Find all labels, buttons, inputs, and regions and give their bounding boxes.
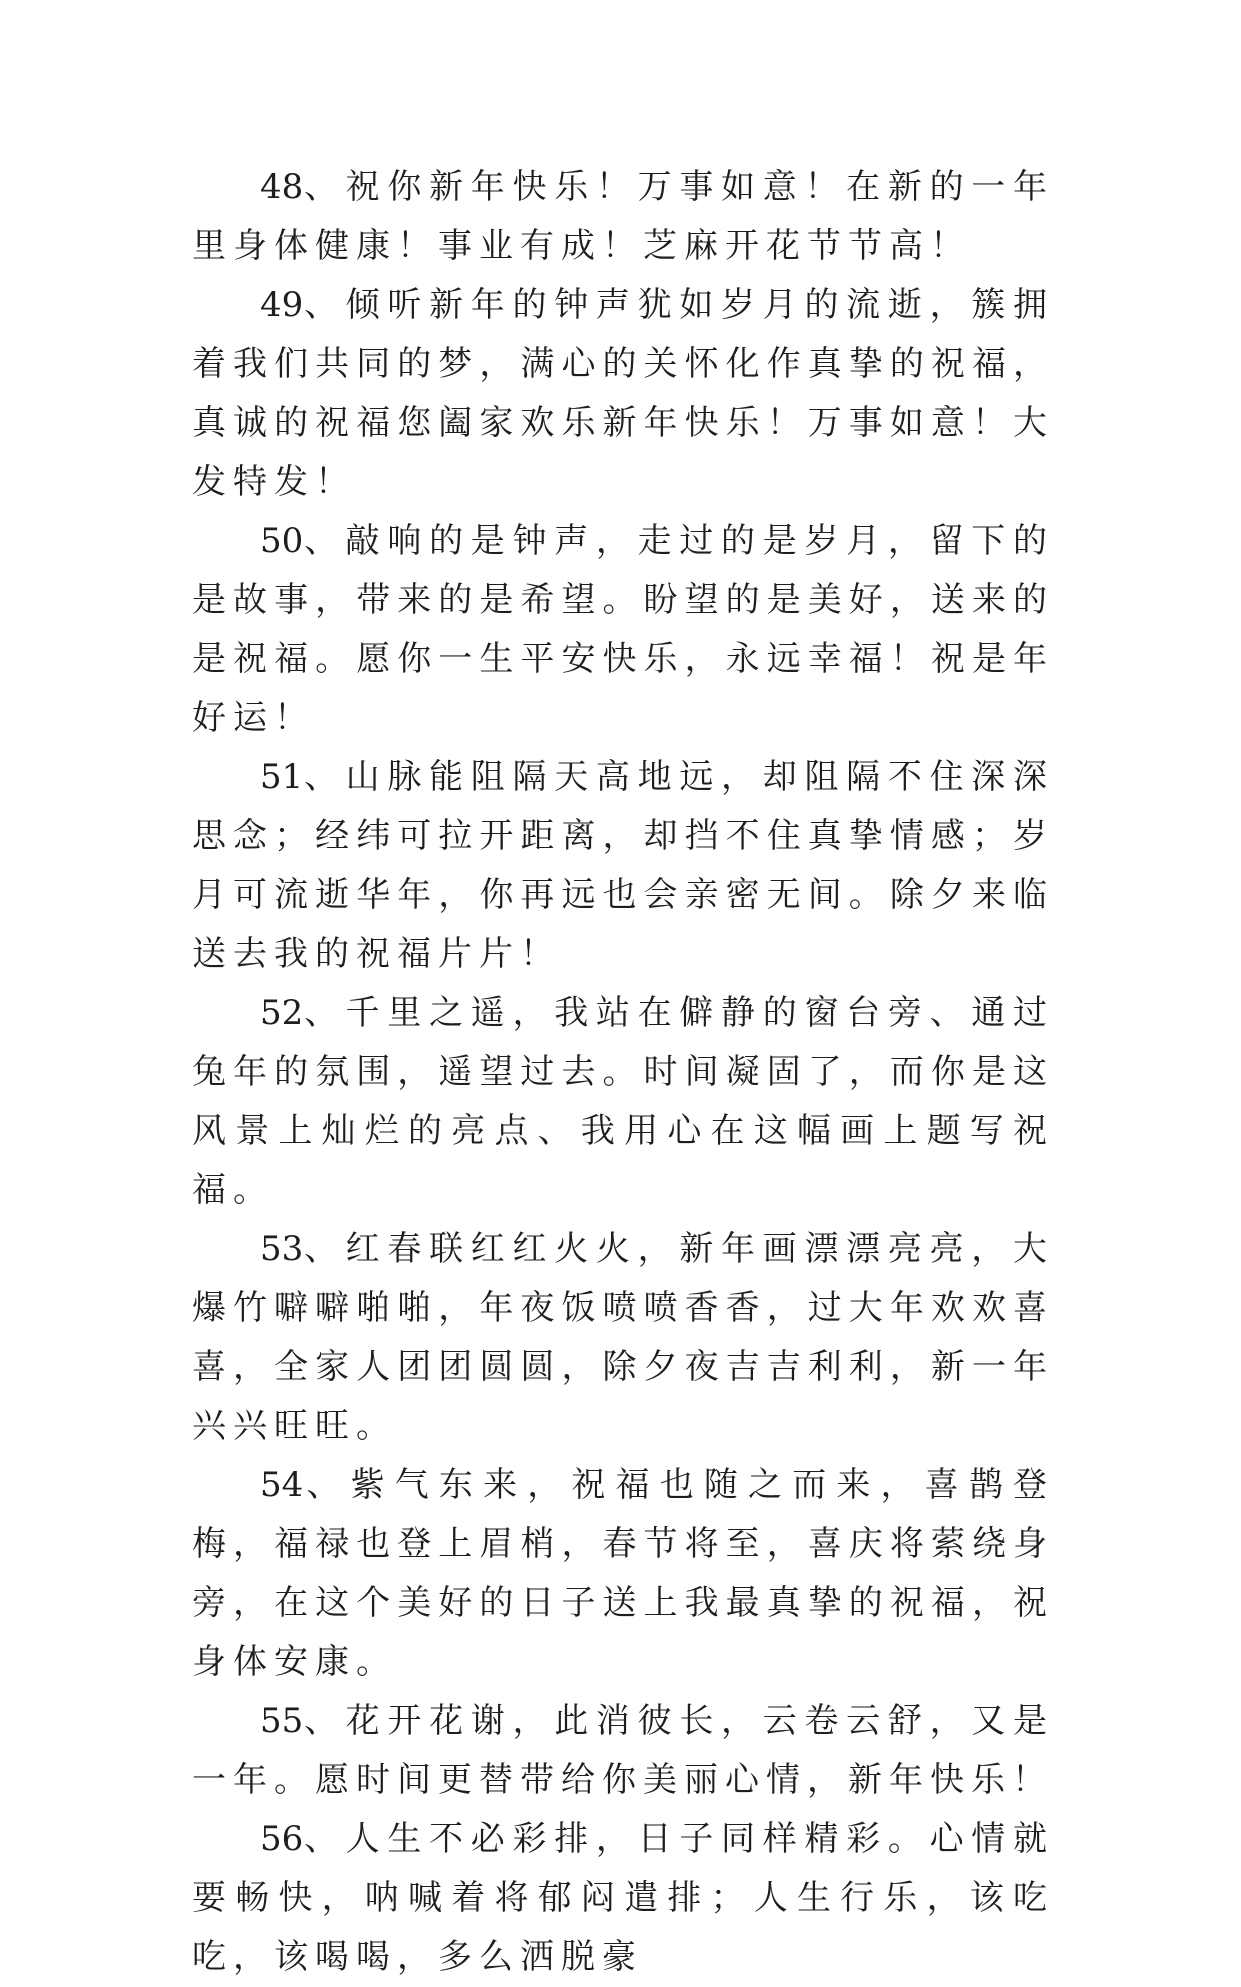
blessing-entry-51 [192,748,1054,984]
entry-text: 、倾听新年的钟声犹如岁月的流逝，簇拥着我们共同的梦，满心的关怀化作真挚的祝福，真诚的祝福您阖家欢乐新年快乐！万事如意！大发特发！ [192,285,1054,502]
blessing-entry-49 [192,276,1054,512]
entry-number: 49 [260,285,304,325]
blessing-entry-53 [192,1220,1054,1456]
entry-text: 、祝你新年快乐！万事如意！在新的一年里身体健康！事业有成！芝麻开花节节高！ [192,167,1054,266]
entry-text: 、花开花谢，此消彼长，云卷云舒，又是一年。愿时间更替带给你美丽心情，新年快乐！ [192,1701,1054,1800]
blessing-entry-55 [192,1692,1054,1810]
entry-number: 53 [260,1229,304,1269]
entry-text: 、紫气东来，祝福也随之而来，喜鹊登梅，福禄也登上眉梢，春节将至，喜庆将萦绕身旁，在这个美好的日子送上我最真挚的祝福，祝身体安康。 [192,1465,1054,1682]
entry-number: 54 [260,1465,304,1505]
document-body [192,158,1054,1987]
entry-number: 50 [260,521,304,561]
entry-number: 56 [260,1819,304,1859]
entry-text: 、山脉能阻隔天高地远，却阻隔不住深深思念；经纬可拉开距离，却挡不住真挚情感；岁月可流逝华年，你再远也会亲密无间。除夕来临送去我的祝福片片！ [192,757,1054,974]
blessing-entry-52 [192,984,1054,1220]
entry-text: 、人生不必彩排，日子同样精彩。心情就要畅快，呐喊着将郁闷遣排；人生行乐，该吃吃，该喝喝，多么洒脱豪 [192,1819,1054,1977]
entry-text: 、千里之遥，我站在僻静的窗台旁、通过兔年的氛围，遥望过去。时间凝固了，而你是这风景上灿烂的亮点、我用心在这幅画上题写祝福。 [192,993,1054,1210]
blessing-entry-54 [192,1456,1054,1692]
entry-text: 、敲响的是钟声，走过的是岁月，留下的是故事，带来的是希望。盼望的是美好，送来的是祝福。愿你一生平安快乐，永远幸福！祝是年好运！ [192,521,1054,738]
entry-number: 51 [260,757,304,797]
entry-number: 55 [260,1701,304,1741]
entry-number: 52 [260,993,304,1033]
blessing-entry-50 [192,512,1054,748]
entry-number: 48 [260,167,304,207]
blessing-entry-56 [192,1810,1054,1987]
blessing-entry-48 [192,158,1054,276]
entry-text: 、红春联红红火火，新年画漂漂亮亮，大爆竹噼噼啪啪，年夜饭喷喷香香，过大年欢欢喜喜，全家人团团圆圆，除夕夜吉吉利利，新一年兴兴旺旺。 [192,1229,1054,1446]
